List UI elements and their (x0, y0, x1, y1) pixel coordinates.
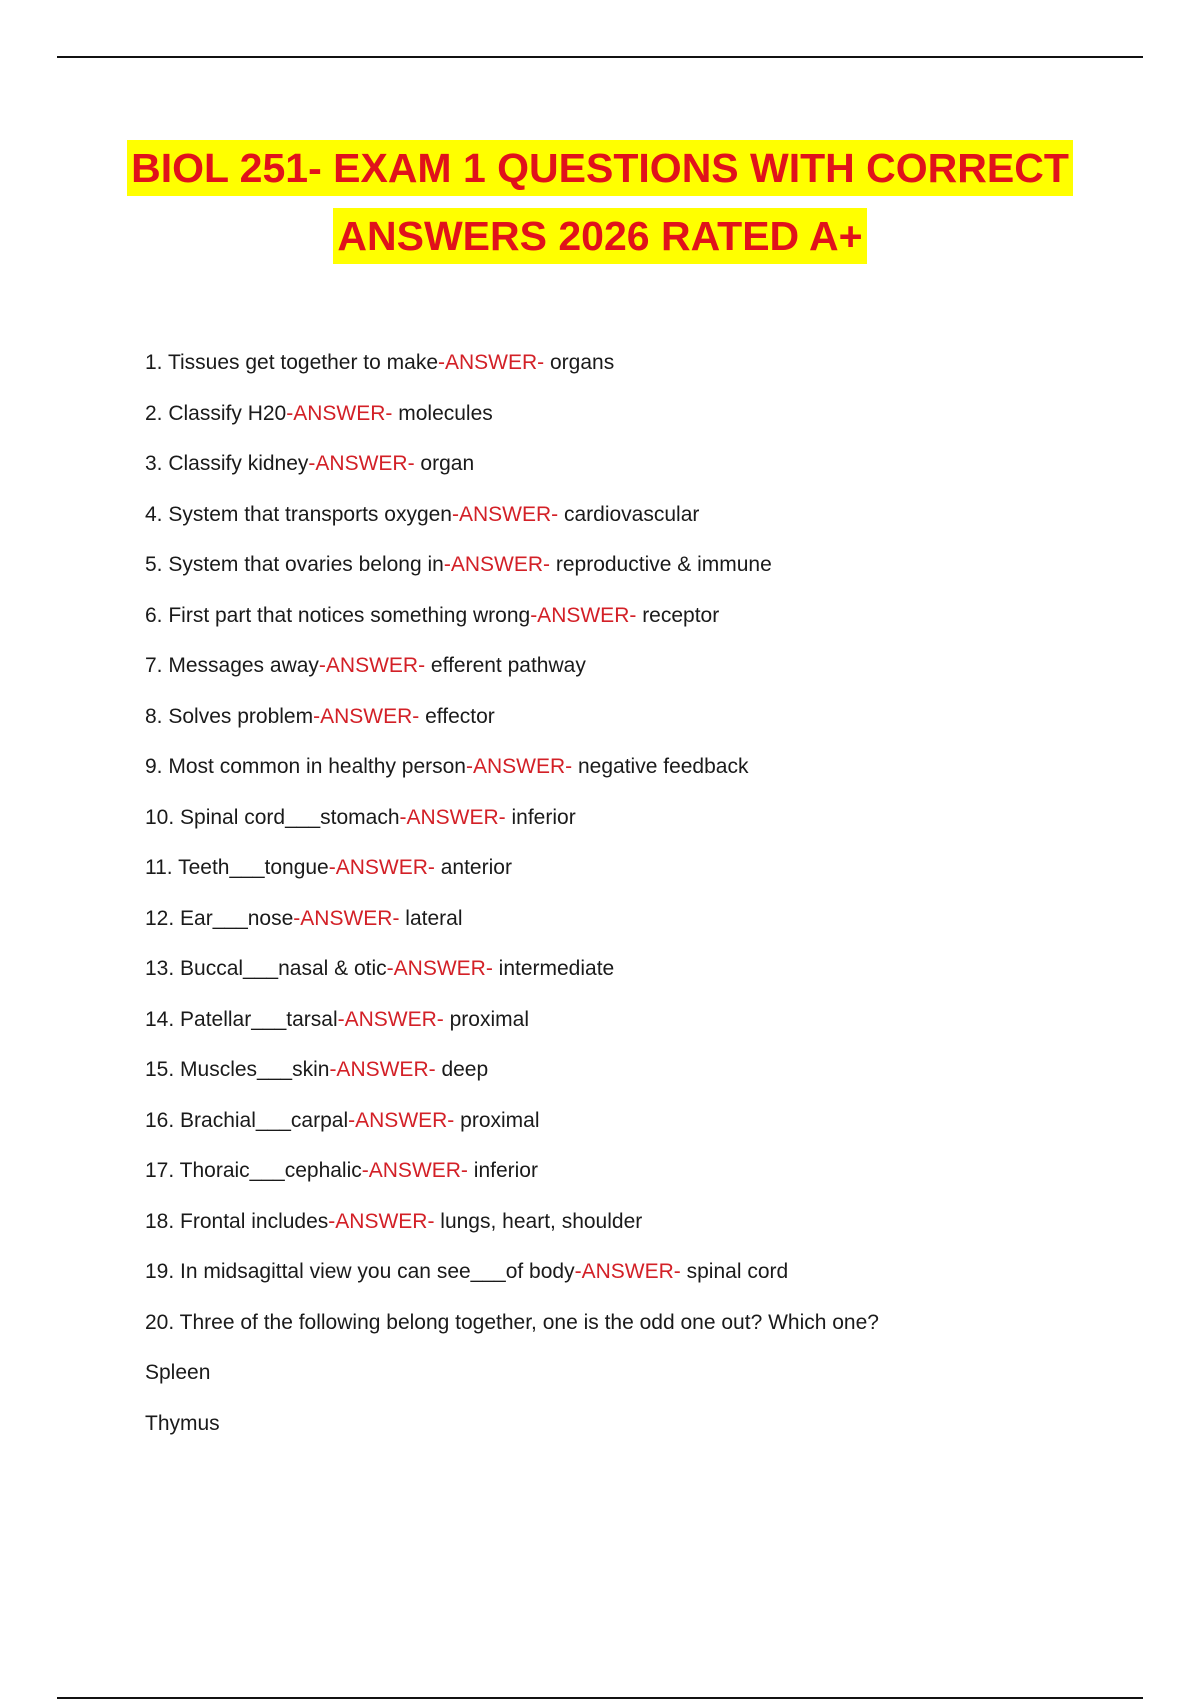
title-line-1: BIOL 251- EXAM 1 QUESTIONS WITH CORRECT (127, 140, 1073, 196)
answer-marker: -ANSWER- (337, 1007, 444, 1031)
question-text: 11. Teeth___tongue (145, 856, 329, 879)
question-item (145, 500, 1145, 551)
question-text: 3. Classify kidney (145, 452, 309, 475)
question-text: 4. System that transports oxygen (145, 502, 452, 526)
footer-rule (57, 1697, 1143, 1699)
option-line: Thymus (145, 1411, 220, 1435)
question-text: 17. Thoraic___cephalic (145, 1159, 362, 1182)
question-text: 8. Solves problem (145, 704, 314, 728)
answer-text: proximal (443, 1007, 529, 1031)
answer-text: molecules (392, 401, 493, 425)
answer-marker: -ANSWER- (386, 957, 493, 980)
question-item (145, 1257, 1145, 1308)
answer-marker: -ANSWER- (451, 502, 559, 526)
answer-text: reproductive & immune (550, 553, 772, 576)
question-text: 6. First part that notices something wrong (145, 603, 531, 627)
answer-text: inferior (505, 805, 576, 829)
question-text: 9. Most common in healthy person (145, 755, 466, 778)
answer-marker: -ANSWER- (286, 401, 393, 425)
answer-text: efferent pathway (425, 654, 586, 677)
header-rule (57, 56, 1143, 58)
question-text: 12. Ear___nose (145, 906, 294, 930)
question-item (145, 702, 1145, 753)
answer-marker: -ANSWER- (329, 1058, 436, 1081)
question-item (145, 954, 1145, 1005)
question-item (145, 449, 1145, 500)
document-title (57, 140, 1143, 276)
answer-text: receptor (636, 603, 720, 627)
answer-marker: -ANSWER- (361, 1159, 468, 1182)
question-text: 5. System that ovaries belong in (145, 553, 444, 576)
answer-marker: -ANSWER- (318, 654, 426, 677)
answer-text: spinal cord (680, 1260, 789, 1283)
question-text: 7. Messages away (145, 654, 319, 677)
question-text: 14. Patellar___tarsal (145, 1007, 338, 1031)
question-text: 16. Brachial___carpal (145, 1108, 349, 1132)
answer-text: deep (435, 1058, 489, 1081)
answer-marker: -ANSWER- (530, 603, 637, 627)
answer-marker: -ANSWER- (574, 1260, 681, 1283)
question-item (145, 904, 1145, 955)
answer-marker: -ANSWER- (328, 1209, 435, 1233)
question-item (145, 752, 1145, 803)
answer-text: anterior (434, 856, 512, 879)
answer-marker: -ANSWER- (308, 452, 415, 475)
answer-marker: -ANSWER- (313, 704, 420, 728)
question-text: 13. Buccal___nasal & otic (145, 957, 387, 980)
question-text: 1. Tissues get together to make (145, 351, 438, 374)
question-item-20: 20. Three of the following belong together, one is the odd one out? Which one? (145, 1310, 879, 1334)
answer-text: lateral (399, 906, 463, 930)
answer-text: inferior (467, 1159, 538, 1182)
answer-marker: -ANSWER- (443, 553, 551, 576)
answer-text: intermediate (492, 957, 615, 980)
question-text: 15. Muscles___skin (145, 1058, 330, 1081)
answer-text: organ (414, 452, 475, 475)
question-item (145, 1106, 1145, 1157)
answer-marker: -ANSWER- (466, 755, 573, 778)
question-item (145, 651, 1145, 702)
answer-marker: -ANSWER- (399, 805, 506, 829)
question-text: 19. In midsagittal view you can see___of body (145, 1260, 575, 1283)
question-item (145, 550, 1145, 601)
answer-text: organs (544, 351, 615, 374)
answer-text: lungs, heart, shoulder (434, 1209, 643, 1233)
question-text: 2. Classify H20 (145, 401, 287, 425)
question-item (145, 1156, 1145, 1207)
answer-text: effector (419, 704, 495, 728)
question-item (145, 399, 1145, 450)
answer-marker: -ANSWER- (328, 856, 435, 879)
option-line: Spleen (145, 1361, 211, 1384)
question-item (145, 1005, 1145, 1056)
answer-marker: -ANSWER- (438, 351, 545, 374)
question-text: 10. Spinal cord___stomach (145, 805, 400, 829)
question-item (145, 803, 1145, 854)
question-item (145, 853, 1145, 904)
question-list (145, 348, 1145, 1459)
answer-text: proximal (454, 1108, 540, 1132)
question-item (145, 601, 1145, 652)
title-line-2: ANSWERS 2026 RATED A+ (333, 208, 866, 264)
answer-text: cardiovascular (558, 502, 700, 526)
answer-marker: -ANSWER- (293, 906, 400, 930)
question-item (145, 348, 1145, 399)
question-text: 18. Frontal includes (145, 1209, 329, 1233)
answer-marker: -ANSWER- (348, 1108, 455, 1132)
question-item (145, 1207, 1145, 1258)
question-item (145, 1055, 1145, 1106)
answer-text: negative feedback (572, 755, 749, 778)
